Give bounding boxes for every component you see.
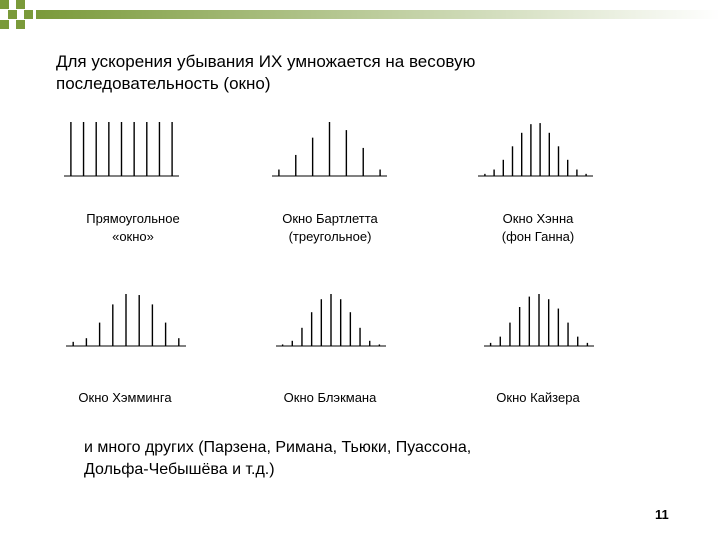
decor-square bbox=[0, 20, 9, 29]
caption-bartlett bbox=[240, 210, 420, 246]
caption-rectangular bbox=[43, 210, 223, 246]
slide-title-line-1: Для ускорения убывания ИХ умножается на весовую bbox=[56, 52, 476, 71]
caption-line: (фон Ганна) bbox=[501, 229, 575, 244]
caption-kaiser bbox=[448, 389, 628, 407]
decor-square bbox=[16, 20, 25, 29]
caption-line: Прямоугольное bbox=[86, 211, 180, 226]
decor-square bbox=[0, 0, 9, 9]
window-plot bbox=[66, 292, 186, 348]
caption-line: Окно Блэкмана bbox=[283, 390, 377, 405]
caption-hann bbox=[448, 210, 628, 246]
caption-line: (треугольное) bbox=[288, 229, 372, 244]
window-diagram-kaiser bbox=[484, 292, 594, 348]
decor-square bbox=[8, 10, 17, 19]
window-diagram-hamming bbox=[66, 292, 186, 348]
window-plot bbox=[64, 120, 179, 178]
window-plot bbox=[276, 292, 386, 348]
window-plot bbox=[272, 120, 387, 178]
window-diagram-bartlett bbox=[272, 120, 387, 178]
caption-line: «окно» bbox=[112, 229, 154, 244]
note-line-2: Дольфа-Чебышёва и т.д.) bbox=[84, 461, 275, 478]
decor-square bbox=[16, 0, 25, 9]
window-diagram-rectangular bbox=[64, 120, 179, 178]
caption-line: Окно Кайзера bbox=[496, 390, 580, 405]
window-diagram-blackman bbox=[276, 292, 386, 348]
note-line-1: и много других (Парзена, Римана, Тьюки, Пуассона, bbox=[84, 439, 472, 456]
slide-decoration bbox=[0, 0, 720, 30]
window-plot bbox=[484, 292, 594, 348]
footnote-other-windows bbox=[84, 437, 644, 481]
caption-blackman bbox=[240, 389, 420, 407]
caption-line: Окно Бартлетта bbox=[282, 211, 378, 226]
window-plot bbox=[478, 120, 593, 178]
window-diagram-hann bbox=[478, 120, 593, 178]
caption-line: Окно Хэнна bbox=[502, 211, 574, 226]
slide-title bbox=[56, 51, 576, 95]
page-number: 11 bbox=[655, 507, 669, 522]
decor-square bbox=[24, 10, 33, 19]
slide-title-line-2: последовательность (окно) bbox=[56, 74, 271, 93]
caption-line: Окно Хэмминга bbox=[78, 390, 172, 405]
decor-bar bbox=[36, 10, 720, 19]
caption-hamming bbox=[35, 389, 215, 407]
